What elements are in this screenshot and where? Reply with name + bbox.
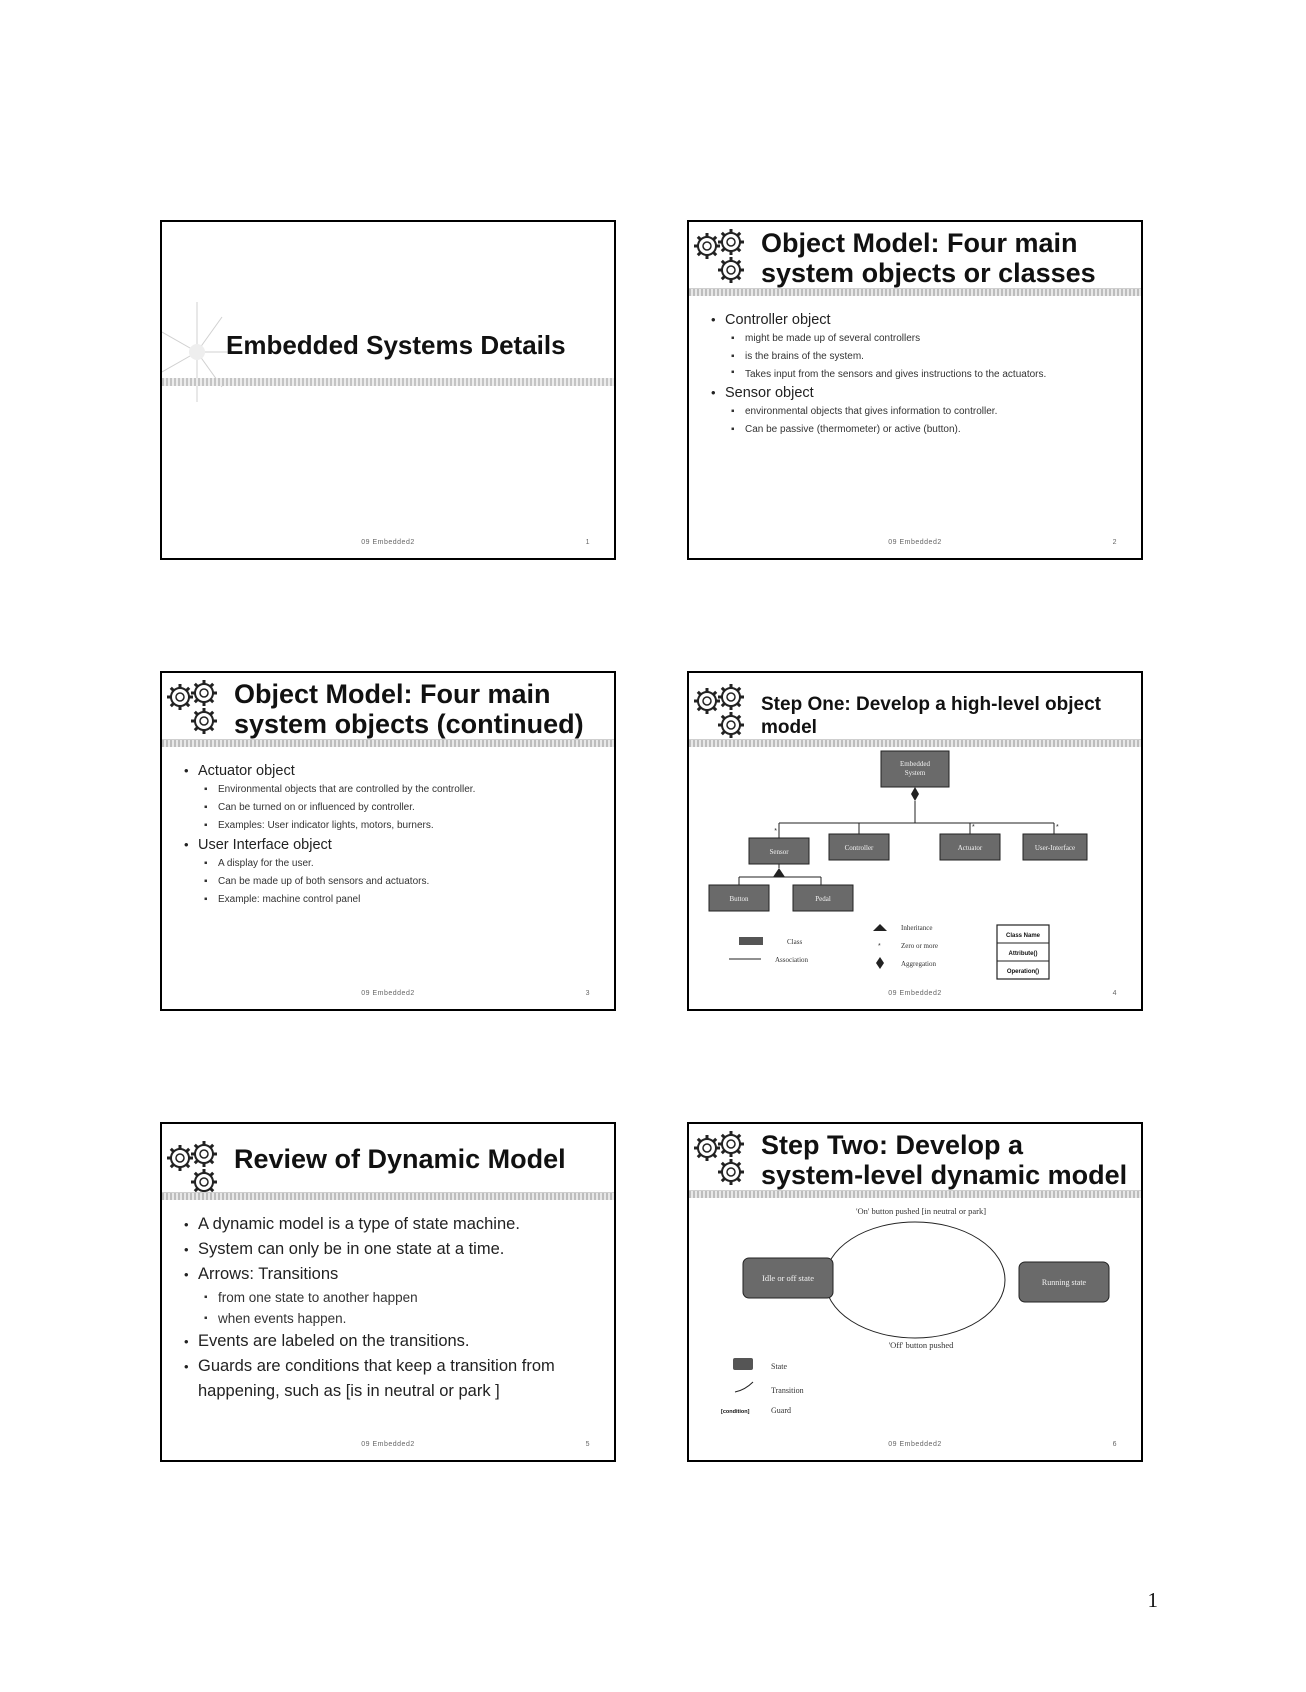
legend-box-operation: Operation() (1006, 969, 1040, 975)
sub-bullet-item: ▪ is the brains of the system. (709, 348, 1123, 366)
slide-footer: 09 Embedded2 (361, 1441, 415, 1448)
title-rule (689, 1190, 1141, 1198)
slide-footer: 09 Embedded2 (888, 990, 942, 997)
legend-guard-label: Guard (771, 1406, 791, 1415)
bullet-item: • Events are labeled on the transitions. (182, 1329, 596, 1354)
starburst-icon (162, 302, 232, 402)
slide-title: Object Model: Four main system objects (continued) (234, 679, 584, 739)
sub-bullet-item: ▪ Can be passive (thermometer) or active (button). (709, 421, 1123, 439)
slide-title: Step Two: Develop a system-level dynamic model (761, 1130, 1128, 1190)
slide-number: 4 (1112, 990, 1117, 997)
title-rule (689, 739, 1141, 747)
bullet-list (709, 310, 1123, 439)
class-label-actuator: Actuator (957, 844, 983, 852)
legend-zero-or-more-symbol: * (878, 943, 881, 950)
inheritance-triangle (773, 868, 785, 877)
bullet-item: • Sensor object (709, 383, 1123, 403)
slide-footer: 09 Embedded2 (361, 990, 415, 997)
gears-icon (691, 224, 751, 290)
multiplicity-label: * (1056, 824, 1059, 831)
slide-title: Embedded Systems Details (226, 330, 566, 360)
slide-footer: 09 Embedded2 (888, 1441, 942, 1448)
bullet-list (182, 1212, 596, 1404)
sub-bullet-item: ▪ A display for the user. (182, 855, 596, 873)
bullet-item: • Controller object (709, 310, 1123, 330)
legend-aggregation-icon (876, 957, 884, 969)
legend-inheritance-label: Inheritance (901, 924, 933, 932)
sub-bullet-item: ▪ Examples: User indicator lights, motors, burners. (182, 817, 596, 835)
bullet-list (182, 761, 596, 909)
gears-icon (164, 675, 224, 741)
state-label-running: Running state (1041, 1278, 1087, 1287)
slide-3 (160, 671, 616, 1011)
class-label-button: Button (729, 895, 749, 903)
slide-number: 1 (585, 539, 590, 546)
gears-icon (691, 1126, 751, 1192)
sub-bullet-item: ▪ environmental objects that gives information to controller. (709, 403, 1123, 421)
sub-bullet-item: ▪ Example: machine control panel (182, 891, 596, 909)
legend-zero-or-more-label: Zero or more (901, 942, 938, 950)
title-rule (689, 288, 1141, 296)
sub-bullet-item: ▪ from one state to another happen (182, 1287, 596, 1308)
slide-title: Review of Dynamic Model (234, 1144, 566, 1174)
sub-bullet-item: ▪ Takes input from the sensors and gives instructions to the actuators. (709, 366, 1123, 383)
slide-6 (687, 1122, 1143, 1462)
slide-5 (160, 1122, 616, 1462)
slide-footer: 09 Embedded2 (361, 539, 415, 546)
sub-bullet-item: ▪ Environmental objects that are controlled by the controller. (182, 781, 596, 799)
sub-bullet-item: ▪ might be made up of several controllers (709, 330, 1123, 348)
slide-2 (687, 220, 1143, 560)
bullet-item: • User Interface object (182, 835, 596, 855)
title-rule (162, 1192, 614, 1200)
slide-title: Step One: Develop a high-level object model (761, 694, 1101, 738)
slide-footer: 09 Embedded2 (888, 539, 942, 546)
title-rule (162, 739, 614, 747)
transition-label-on: 'On' button pushed [in neutral or park] (855, 1206, 987, 1216)
legend-transition-label: Transition (771, 1386, 804, 1395)
page-number: 1 (1147, 1588, 1158, 1612)
slide-number: 5 (585, 1441, 590, 1448)
slide-4 (687, 671, 1143, 1011)
multiplicity-label: * (774, 828, 777, 835)
sub-bullet-item: ▪ Can be made up of both sensors and actuators. (182, 873, 596, 891)
class-label-user-interface: User-Interface (1034, 844, 1076, 852)
class-label-controller: Controller (844, 844, 874, 852)
transition-label-off: 'Off' button pushed (888, 1340, 954, 1350)
sub-bullet-item: ▪ Can be turned on or influenced by controller. (182, 799, 596, 817)
legend-aggregation-label: Aggregation (901, 960, 936, 968)
legend-transition-icon (735, 1382, 753, 1392)
class-label-embedded-system: Embedded System (900, 760, 930, 777)
bullet-item: • A dynamic model is a type of state machine. (182, 1212, 596, 1237)
legend-state-swatch (733, 1358, 753, 1370)
title-rule (162, 378, 614, 386)
sub-bullet-item: ▪ when events happen. (182, 1308, 596, 1329)
legend-inheritance-icon (873, 924, 887, 931)
slide-number: 6 (1112, 1441, 1117, 1448)
legend-class-label: Class (787, 938, 803, 946)
legend-class-swatch (739, 937, 763, 945)
legend-association-label: Association (775, 956, 809, 964)
class-diagram (689, 749, 1141, 999)
state-diagram (689, 1200, 1141, 1450)
bullet-item: • Actuator object (182, 761, 596, 781)
legend-box-attribute: Attribute() (1008, 951, 1038, 957)
legend-box-class-name: Class Name (1005, 933, 1041, 939)
multiplicity-label: * (972, 824, 975, 831)
transition-ellipse (825, 1222, 1005, 1338)
legend-guard-box: [condition] (721, 1409, 750, 1415)
slide-title: Object Model: Four main system objects or classes (761, 228, 1096, 288)
class-label-sensor: Sensor (769, 848, 789, 856)
legend-state-label: State (771, 1362, 787, 1371)
gears-icon (691, 679, 751, 745)
slide-number: 3 (585, 990, 590, 997)
state-label-idle: Idle or off state (761, 1273, 815, 1283)
bullet-item: • Guards are conditions that keep a transition from happening, such as [is in neutral or park ] (182, 1354, 596, 1404)
slide-1 (160, 220, 616, 560)
class-label-pedal: Pedal (815, 895, 831, 903)
slide-number: 2 (1112, 539, 1117, 546)
bullet-item: • System can only be in one state at a time. (182, 1237, 596, 1262)
aggregation-diamond (911, 787, 919, 801)
bullet-item: • Arrows: Transitions (182, 1262, 596, 1287)
